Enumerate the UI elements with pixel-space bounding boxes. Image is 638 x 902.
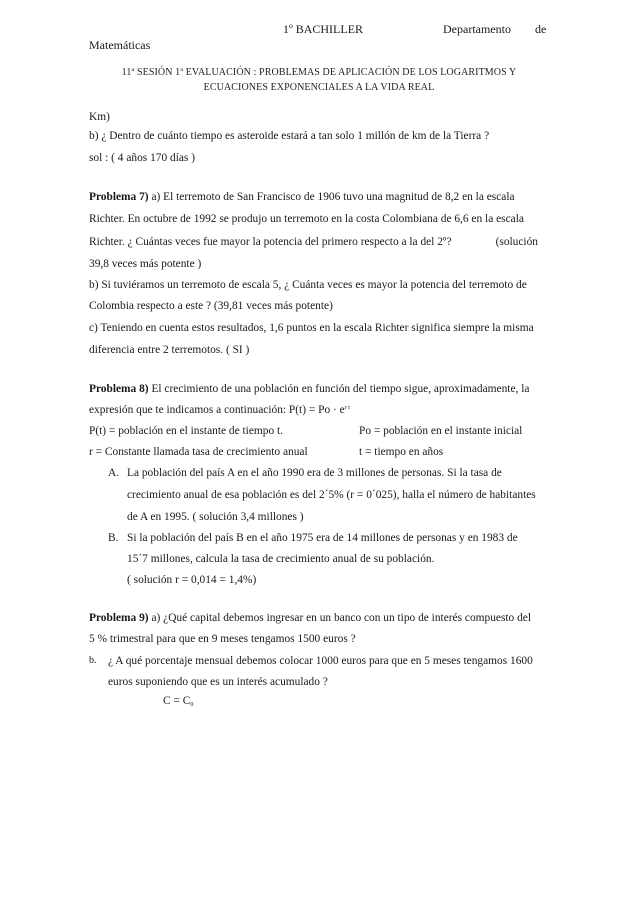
- problem-8-def2a: r = Constante llamada tasa de crecimiento anual: [89, 446, 308, 458]
- problem-8-line2: expresión que te indicamos a continuación: $P(t) = Po \cdot e^{r t}$: [89, 404, 350, 416]
- item-b-line2: euros suponiendo que es un interés acumulado ?: [108, 676, 328, 688]
- subject-label: Matemáticas: [89, 38, 151, 52]
- item-B-line2: 15´7 millones, calcula la tasa de crecimiento anual de su población.: [127, 553, 435, 565]
- problem-7-line1: Problema 7) a) El terremoto de San Francisco de 1906 tuvo una magnitud de 8,2 en la escala: [89, 191, 515, 203]
- department-de: de: [535, 22, 547, 36]
- department-label: Departamento: [443, 22, 511, 36]
- item-b-label: b.: [89, 655, 97, 666]
- session-title-line2: ECUACIONES EXPONENCIALES A LA VIDA REAL: [203, 82, 435, 93]
- item-B-line3: ( solución r = 0,014 = 1,4%): [127, 574, 257, 586]
- problem-8-def2b: t = tiempo en años: [359, 446, 444, 458]
- problem-8-line1: Problema 8) El crecimiento de una población en función del tiempo sigue, aproximadamente, la: [89, 383, 530, 395]
- problem-7-line5: b) Si tuviéramos un terremoto de escala 5, ¿ Cuánta veces es mayor la potencia del terremoto de: [89, 279, 527, 291]
- cont-km: Km): [89, 111, 110, 123]
- cont-solution: sol : ( 4 años 170 días ): [89, 152, 195, 164]
- course-label: 1º BACHILLER: [283, 22, 364, 36]
- item-A-line1: La población del país A en el año 1990 era de 3 millones de personas. Si la tasa de: [127, 467, 502, 479]
- problem-7-line4: 39,8 veces más potente ): [89, 258, 202, 270]
- item-B-label: B.: [108, 532, 119, 544]
- item-A-line3: de A en 1995. ( solución 3,4 millones ): [127, 511, 304, 523]
- item-A-line2: crecimiento anual de esa población es del 2´5% (r = 0´025), halla el número de habitantes: [127, 489, 536, 501]
- item-A-label: A.: [108, 467, 120, 479]
- session-title-line1: 11ª SESIÓN 1ª EVALUACIÓN : PROBLEMAS DE APLICACIÓN DE LOS LOGARITMOS Y: [121, 67, 517, 78]
- compound-interest-formula: $C = C_0$: [163, 695, 194, 708]
- formula-subscript: 0: [190, 702, 194, 708]
- problem-8-title: Problema 8): [89, 383, 149, 395]
- problem-7-line7: c) Teniendo en cuenta estos resultados, 1,6 puntos en la escala Richter significa siempre la misma: [89, 322, 534, 334]
- problem-9-line1: Problema 9) a) ¿Qué capital debemos ingresar en un banco con un tipo de interés compuesto del: [89, 612, 532, 624]
- problem-7-line2: Richter. En octubre de 1992 se produjo un terremoto en la costa Colombiana de 6,6 en la escala: [89, 213, 524, 225]
- problem-9-title: Problema 9): [89, 612, 149, 624]
- problem-9-line2: 5 % trimestral para que en 9 meses tengamos 1500 euros ?: [89, 633, 356, 645]
- item-B-line1: Si la población del país B en el año 1975 era de 14 millones de personas y en 1983 de: [127, 532, 518, 544]
- problem-8-def1a: P(t) = población en el instante de tiempo t.: [89, 425, 284, 437]
- problem-7-line8: diferencia entre 2 terremotos. ( SI ): [89, 344, 250, 356]
- cont-question-b: b) ¿ Dentro de cuánto tiempo es asteroide estará a tan solo 1 millón de km de la Tierra ?: [89, 130, 490, 142]
- item-b-line1: ¿ A qué porcentaje mensual debemos colocar 1000 euros para que en 5 meses tengamos 1600: [108, 655, 533, 667]
- problem-8-def1b: Po = población en el instante inicial: [359, 425, 523, 437]
- problem-7-line6: Colombia respecto a este ? (39,81 veces más potente): [89, 300, 333, 312]
- exponent-rt: r t: [344, 405, 350, 411]
- problem-7-title: Problema 7): [89, 191, 149, 203]
- problem-7-line3: Richter. ¿ Cuántas veces fue mayor la potencia del primero respecto a la del 2º? (solución: [89, 236, 538, 248]
